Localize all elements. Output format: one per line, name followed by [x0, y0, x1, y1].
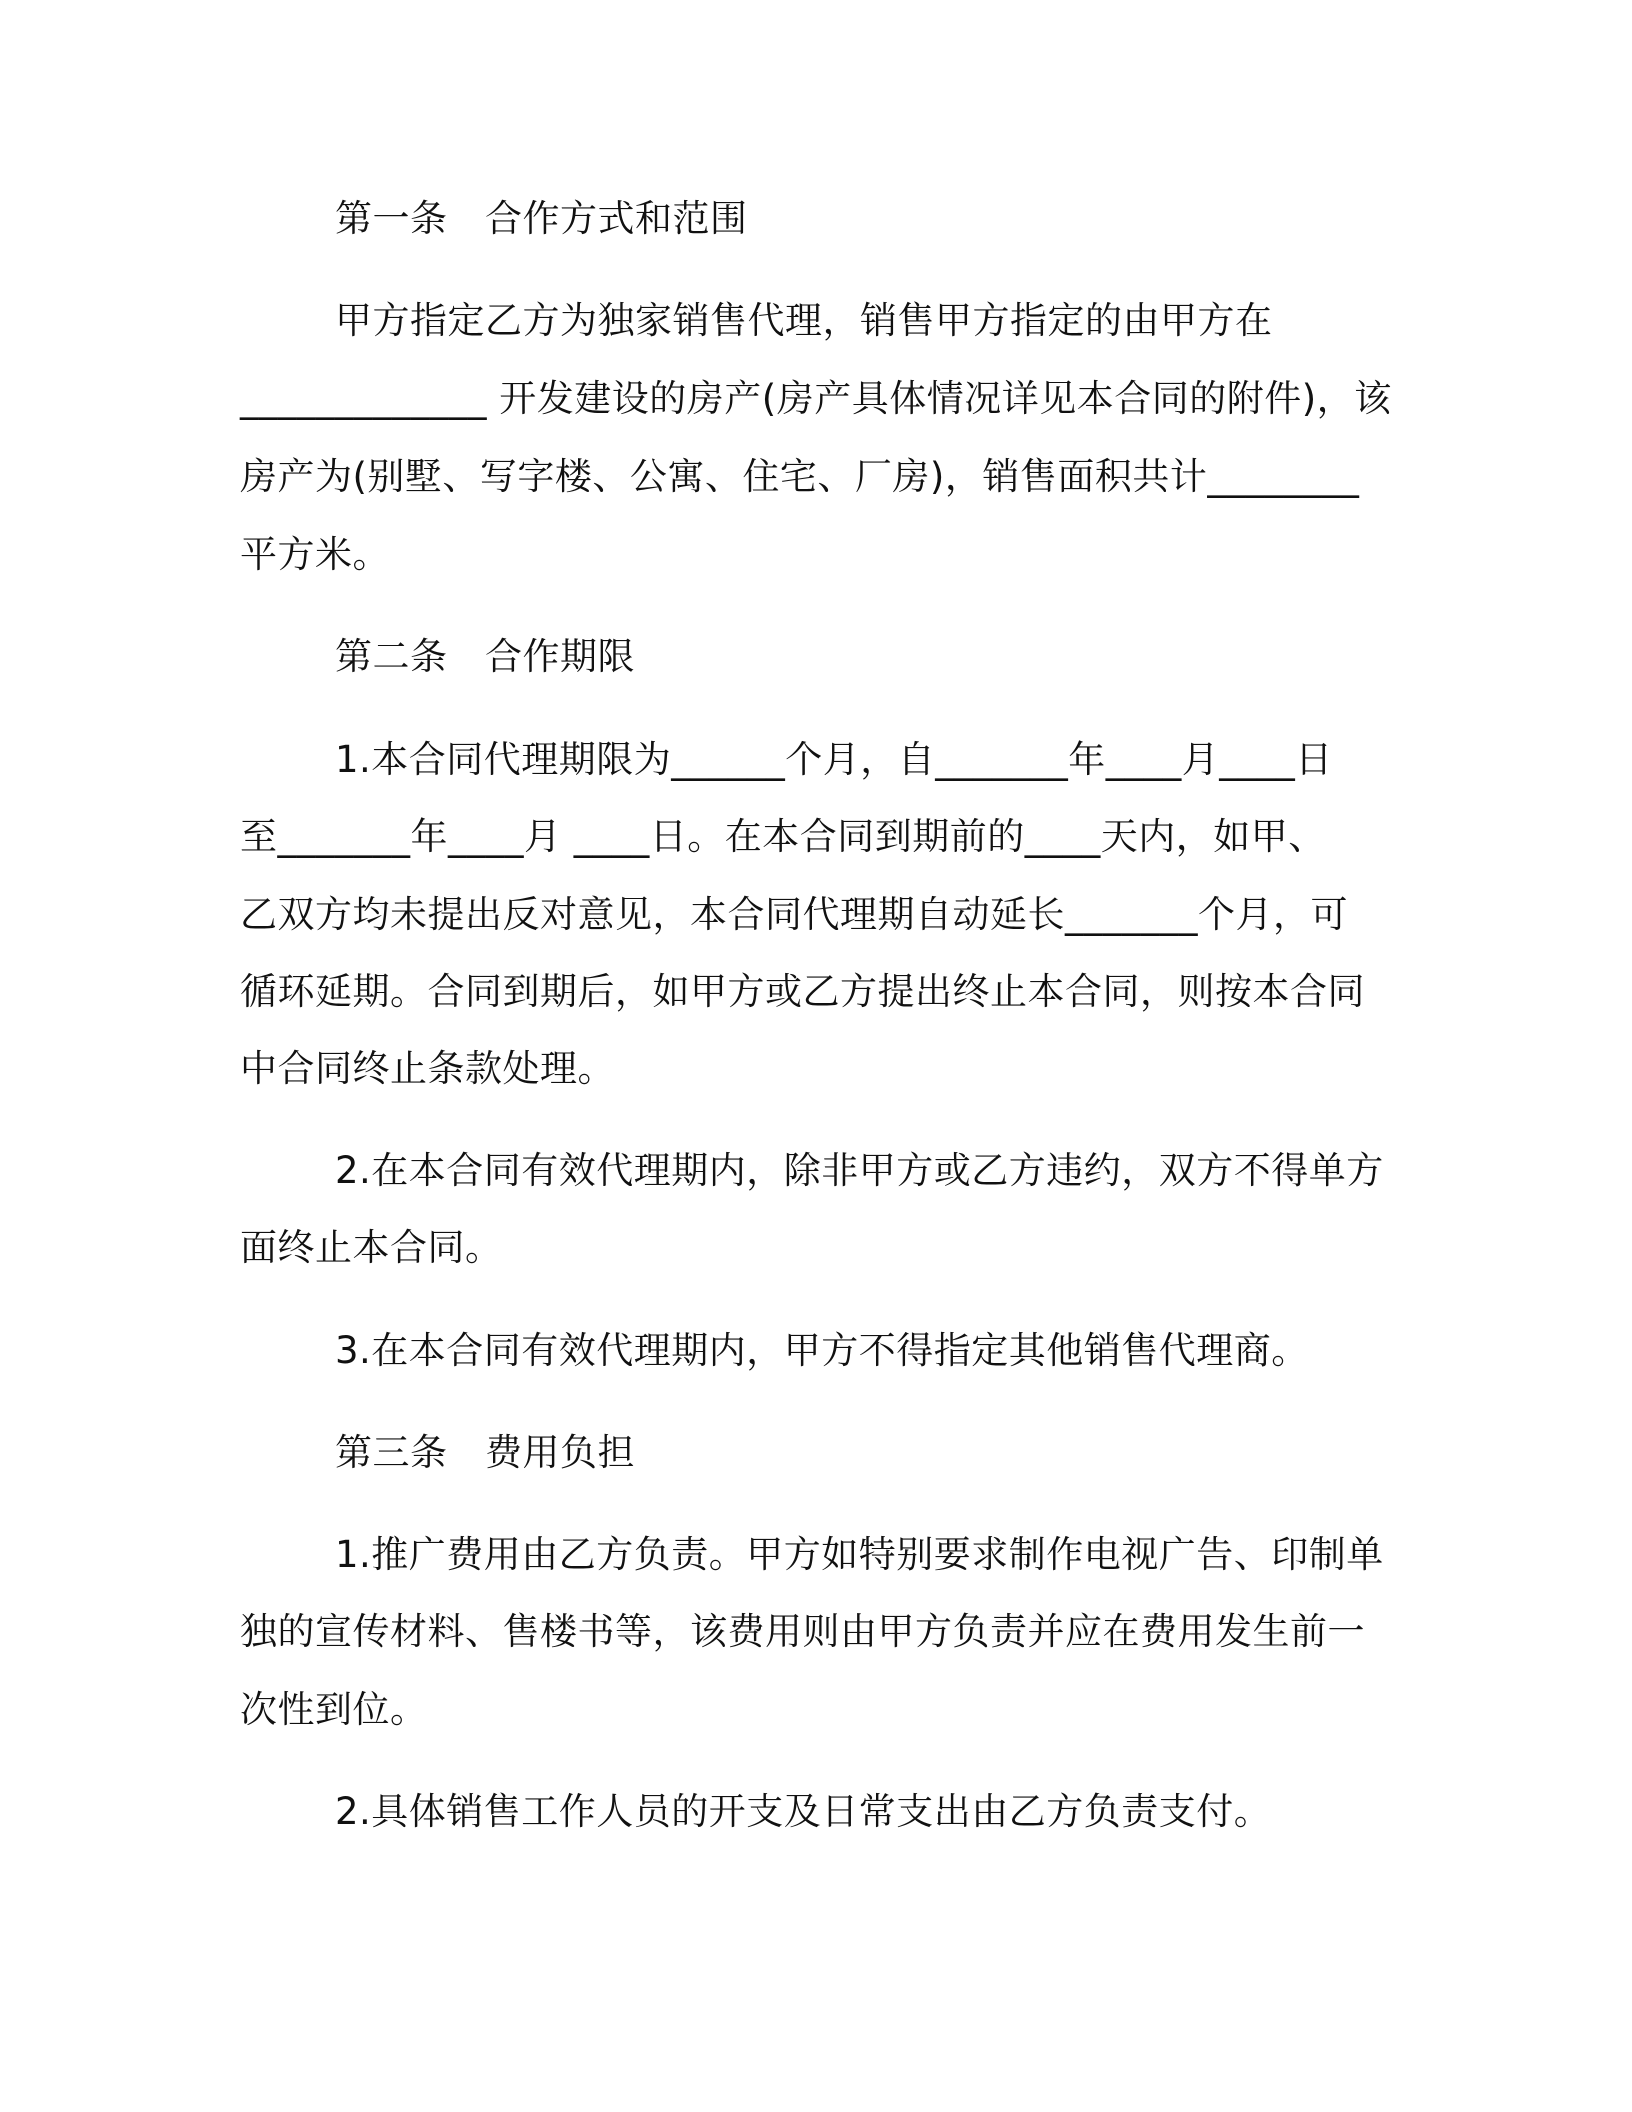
paragraph-line: 中合同终止条款处理。 [240, 1047, 615, 1090]
article-3-heading: 第三条 费用负担 [335, 1431, 635, 1474]
paragraph-line: _____________ 开发建设的房产(房产具体情况详见本合同的附件)，该 [240, 377, 1392, 420]
paragraph-line: 次性到位。 [240, 1688, 428, 1731]
paragraph-line: 甲方指定乙方为独家销售代理，销售甲方指定的由甲方在 [335, 299, 1273, 342]
paragraph-line: 循环延期。合同到期后，如甲方或乙方提出终止本合同，则按本合同 [240, 970, 1365, 1013]
paragraph-line: 1.推广费用由乙方负责。甲方如特别要求制作电视广告、印制单 [335, 1533, 1384, 1576]
paragraph-line: 平方米。 [240, 533, 390, 576]
paragraph-line: 至_______年____月 ____日。在本合同到期前的____天内，如甲、 [240, 815, 1326, 858]
paragraph-line: 乙双方均未提出反对意见，本合同代理期自动延长_______个月，可 [240, 893, 1348, 936]
paragraph-line: 1.本合同代理期限为______个月，自_______年____月____日 [335, 738, 1333, 781]
article-2-heading: 第二条 合作期限 [335, 635, 635, 678]
paragraph-line: 房产为(别墅、写字楼、公寓、住宅、厂房)，销售面积共计________ [240, 455, 1360, 498]
paragraph-line: 3.在本合同有效代理期内，甲方不得指定其他销售代理商。 [335, 1329, 1309, 1372]
paragraph-line: 2.在本合同有效代理期内，除非甲方或乙方违约，双方不得单方 [335, 1149, 1384, 1192]
paragraph-line: 2.具体销售工作人员的开支及日常支出由乙方负责支付。 [335, 1790, 1272, 1833]
paragraph-line: 独的宣传材料、售楼书等，该费用则由甲方负责并应在费用发生前一 [240, 1610, 1365, 1653]
paragraph-line: 面终止本合同。 [240, 1226, 503, 1269]
article-1-heading: 第一条 合作方式和范围 [335, 197, 748, 240]
